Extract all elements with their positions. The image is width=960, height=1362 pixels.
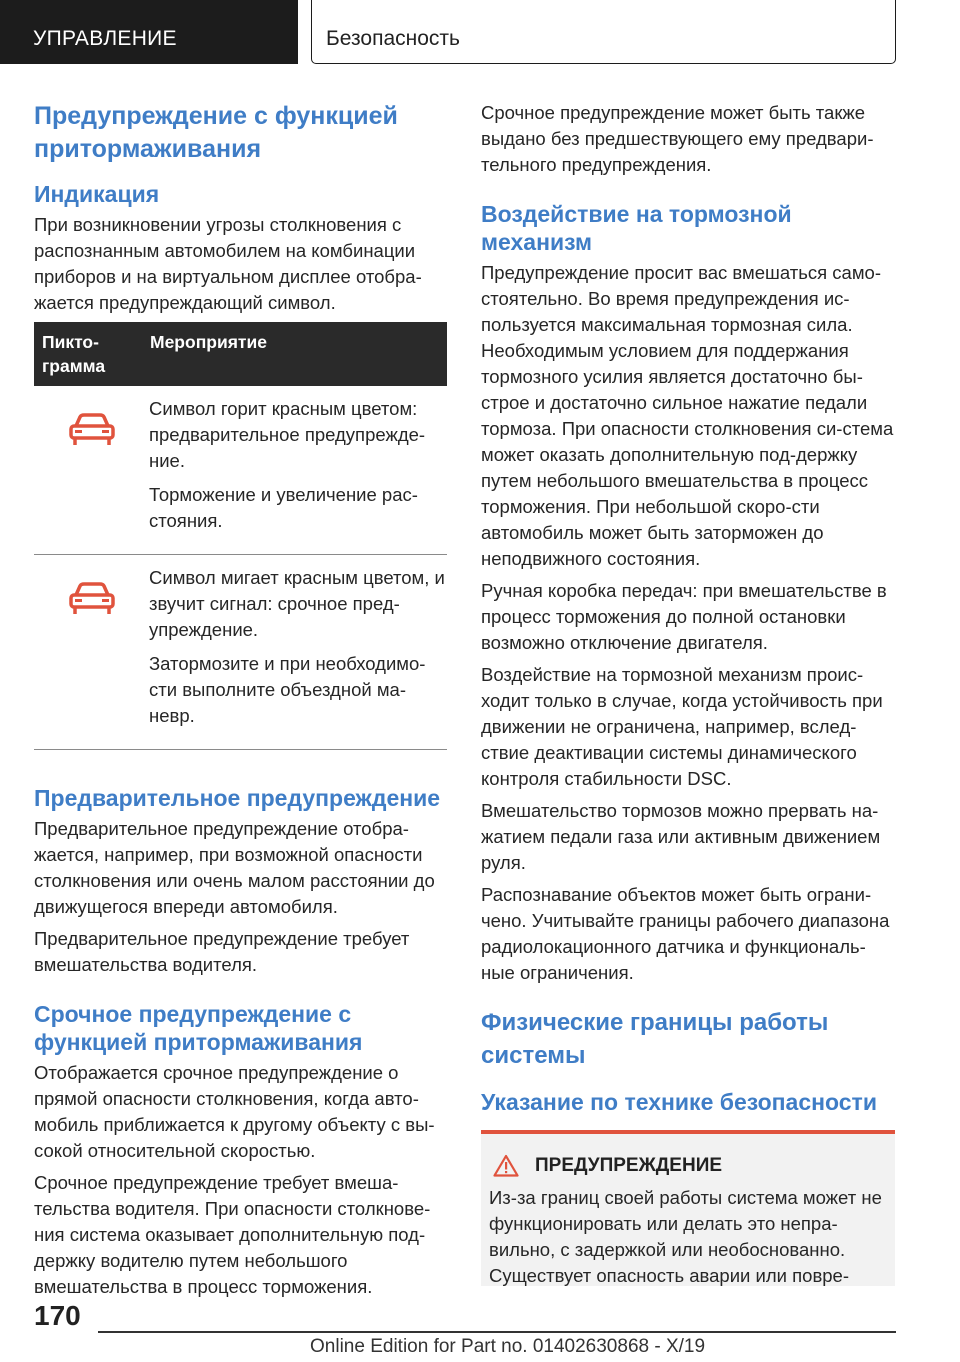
car-front-red-blinking-icon: [67, 581, 117, 617]
page-number: 170: [34, 1300, 81, 1331]
footer-divider: [98, 1331, 896, 1333]
section-title: Предупреждение с функцией притормаживания: [34, 102, 398, 163]
indication-heading: Индикация: [34, 181, 160, 207]
header-chapter-tab: [311, 0, 896, 64]
safety-heading: Указание по технике безопасности: [481, 1089, 877, 1115]
footer-edition: Online Edition for Part no. 01402630868 - X/19: [310, 1336, 706, 1357]
right-column: [481, 100, 895, 1286]
pre-warning-text2: Предварительное предупреждение требует вмешательства водителя.: [34, 928, 410, 975]
pre-warning-text1: Предварительное предупреждение отобра-жается, например, при возможной опасности столкновения или очень малом расстоянии до движущегося впереди автомобиля.: [34, 818, 435, 917]
header-section-tab: [0, 0, 298, 64]
left-column: [34, 100, 447, 1306]
intro-text: Срочное предупреждение может быть также выдано без предшествующего ему предвари-тельного предупреждения.: [481, 102, 874, 175]
brake-text1: Предупреждение просит вас вмешаться само-стоятельно. Во время предупреждения ис-пользуется максимальная тормозная сила. Необходимым условием для поддержания тормозного усилия является достаточно бы-строе и достаточно сильное нажатие педали тормоза. При опасности столкновения си-стема может оказать дополнительную под-держку путем небольшого вмешательства в процесс торможения. При небольшой скоро-сти автомобиль может быть заторможен до неподвижного состояния.: [481, 262, 894, 569]
brake-text2: Ручная коробка передач: при вмешательстве в процесс торможения до полной остановки возможно отключение двигателя.: [481, 580, 887, 653]
row1-text2: Торможение и увеличение рас-стояния.: [149, 484, 418, 531]
brake-text3: Воздействие на тормозной механизм проис-ходит только в случае, когда устойчивость при движении не ограничена, например, вслед-ствие деактивации системы динамического контроля стабильности DSC.: [481, 664, 883, 789]
urgent-warning-text1: Отображается срочное предупреждение о прямой опасности столкновения, когда авто-мобиль приближается к другому объекту с вы-сокой относительной скоростью.: [34, 1062, 435, 1161]
car-front-red-icon: [67, 412, 117, 448]
pre-warning-heading: Предварительное предупреждение: [34, 785, 441, 811]
table-row: [34, 555, 447, 750]
limits-heading: Физические границы работы системы: [481, 1009, 829, 1069]
table-header-action: Мероприятие: [150, 332, 267, 352]
urgent-warning-text2: Срочное предупреждение требует вмеша-тельства водителя. При опасности столкнове-ния система оказывает дополнительную под-держку водителю путем небольшого вмешательства в процесс торможения.: [34, 1172, 431, 1297]
table-row: [34, 386, 447, 555]
warning-title: ПРЕДУПРЕЖДЕНИЕ: [535, 1154, 723, 1176]
indication-text: При возникновении угрозы столкновения с распознанным автомобилем на комбинации приборов и на виртуальном дисплее отобра-жается предупреждающий символ.: [34, 214, 422, 313]
table-header: [34, 322, 447, 386]
row2-text1: Символ мигает красным цветом, и звучит сигнал: срочное пред-упреждение.: [149, 567, 445, 640]
warning-triangle-icon: [493, 1154, 519, 1177]
pictogram-table: [34, 322, 447, 750]
header-chapter-label: Безопасность: [326, 27, 460, 50]
header-section-label: УПРАВЛЕНИЕ: [33, 27, 177, 50]
brake-text4: Вмешательство тормозов можно прервать на-жатием педали газа или активным движением руля.: [481, 800, 881, 873]
row1-text1: Символ горит красным цветом: предварительное предупрежде-ние.: [149, 398, 426, 471]
warning-title-row: [489, 1154, 887, 1177]
warning-box: [481, 1130, 895, 1286]
warning-text: Из-за границ своей работы система может не функционировать или делать это непра-вильно, с задержкой или необоснованно. Существует опасность аварии или повре-: [489, 1187, 882, 1286]
brake-heading: Воздействие на тормозной механизм: [481, 201, 792, 255]
urgent-warning-heading: Срочное предупреждение с функцией притормаживания: [34, 1001, 363, 1055]
brake-text5: Распознавание объектов может быть ограни-чено. Учитывайте границы рабочего диапазона радиолокационного датчика и функциональ-ные ограничения.: [481, 884, 890, 983]
table-header-pictogram: Пикто-грамма: [42, 332, 106, 376]
row2-text2: Затормозите и при необходимо-сти выполните объездной ма-невр.: [149, 653, 426, 726]
